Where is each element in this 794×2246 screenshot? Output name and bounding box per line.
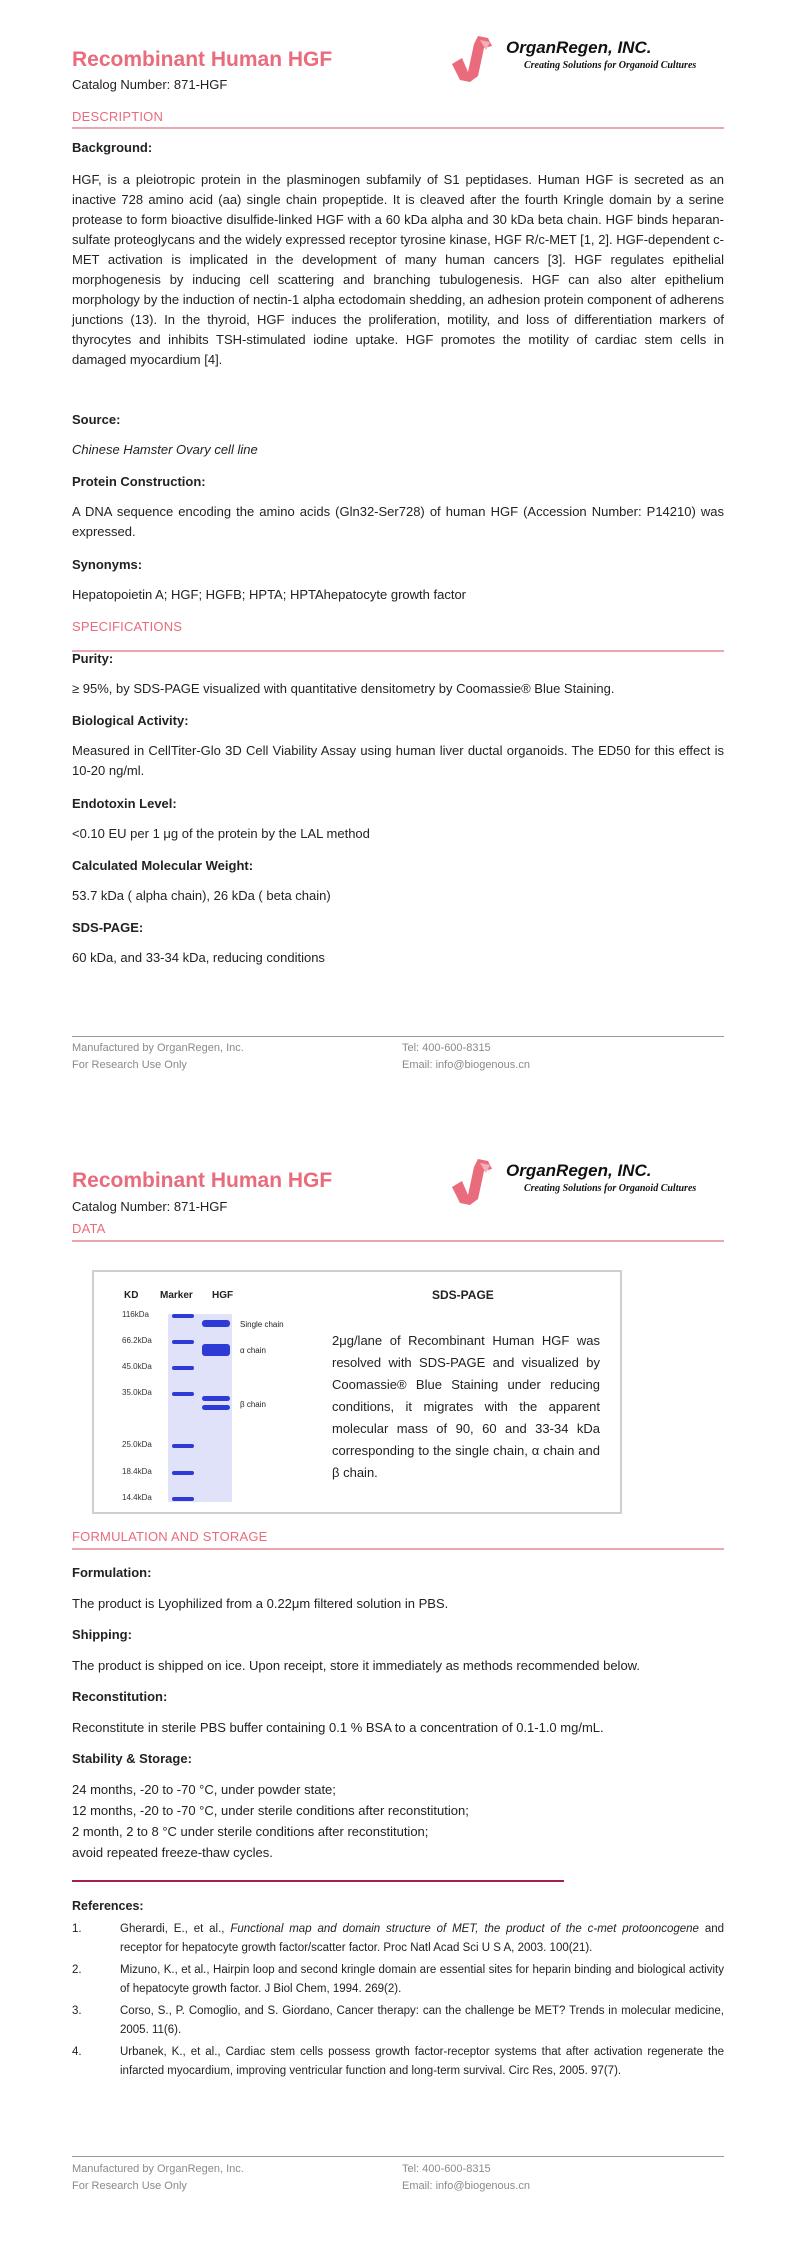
description-heading: DESCRIPTION — [72, 109, 164, 124]
band-label-beta-chain: β chain — [240, 1400, 266, 1409]
footer-manufacturer-page-2: Manufactured by OrganRegen, Inc. — [72, 2163, 244, 2175]
company-logo-page-2 — [448, 1155, 738, 1209]
hgf-band-beta-chain-2 — [202, 1405, 230, 1410]
product-title-page-2: Recombinant Human HGF — [72, 1169, 333, 1192]
marker-band-14 — [172, 1497, 194, 1501]
logo-company-name: OrganRegen, INC. — [506, 38, 652, 57]
logo-mark-icon — [448, 34, 504, 86]
figure-title: SDS-PAGE — [432, 1288, 494, 1302]
source-label: Source: — [72, 412, 121, 427]
kd-label-45: 45.0kDa — [122, 1362, 152, 1371]
logo-mark-icon — [448, 1157, 504, 1209]
purity-label: Purity: — [72, 651, 114, 666]
marker-band-45 — [172, 1366, 194, 1370]
footer-research-use-page-2: For Research Use Only — [72, 2180, 187, 2192]
footer-email-page-2[interactable]: Email: info@biogenous.cn — [402, 2180, 530, 2192]
description-rule — [72, 127, 724, 129]
data-rule — [72, 1240, 724, 1242]
gel-image — [168, 1314, 232, 1502]
formulation-text: The product is Lyophilized from a 0.22μm filtered solution in PBS. — [72, 1596, 449, 1611]
activity-text: Measured in CellTiter-Glo 3D Cell Viability Assay using human liver ductal organoids. The ED50 for this effect is 10-20 ng/ml. — [72, 743, 724, 778]
formulation-label: Formulation: — [72, 1565, 152, 1580]
logo-tagline: Creating Solutions for Organoid Cultures — [524, 60, 697, 71]
molecular-weight-label: Calculated Molecular Weight: — [72, 858, 254, 873]
references-rule — [72, 1880, 564, 1882]
footer-manufacturer: Manufactured by OrganRegen, Inc. — [72, 1042, 244, 1054]
endotoxin-label: Endotoxin Level: — [72, 796, 177, 811]
endotoxin-text: <0.10 EU per 1 μg of the protein by the LAL method — [72, 826, 370, 841]
construction-label: Protein Construction: — [72, 474, 206, 489]
kd-label-25: 25.0kDa — [122, 1440, 152, 1449]
formulation-heading: FORMULATION AND STORAGE — [72, 1529, 268, 1544]
marker-band-25 — [172, 1444, 194, 1448]
specifications-rule — [72, 650, 724, 652]
footer-email[interactable]: Email: info@biogenous.cn — [402, 1059, 530, 1071]
kd-label-35: 35.0kDa — [122, 1388, 152, 1397]
sds-page-figure — [92, 1270, 622, 1514]
specifications-heading: SPECIFICATIONS — [72, 619, 183, 634]
reference-number: 3. — [72, 2005, 82, 2017]
kd-label-14: 14.4kDa — [122, 1493, 152, 1502]
footer-rule — [72, 1036, 724, 1037]
reference-text: Corso, S., P. Comoglio, and S. Giordano, Cancer therapy: can the challenge be MET? Trends in molecular medicine, 2005. 11(6). — [120, 2005, 724, 2036]
formulation-rule — [72, 1548, 724, 1550]
gel-column-kd: KD — [124, 1290, 139, 1301]
reconstitution-label: Reconstitution: — [72, 1689, 168, 1704]
stability-line-2: 12 months, -20 to -70 °C, under sterile conditions after reconstitution; — [72, 1803, 469, 1818]
page-2 — [0, 1123, 794, 2246]
hgf-band-alpha-chain — [202, 1344, 230, 1356]
activity-label: Biological Activity: — [72, 713, 189, 728]
synonyms-label: Synonyms: — [72, 557, 143, 572]
reconstitution-text: Reconstitute in sterile PBS buffer containing 0.1 % BSA to a concentration of 0.1-1.0 mg/mL. — [72, 1720, 604, 1735]
reference-text: Gherardi, E., et al., Functional map and domain structure of MET, the product of the c-met protooncogene and receptor for hepatocyte growth factor/scatter factor. Proc Natl Acad Sci U S A, 2003. 100(21). — [120, 1923, 725, 1954]
shipping-text: The product is shipped on ice. Upon receipt, store it immediately as methods recommended below. — [72, 1658, 640, 1673]
reference-number: 4. — [72, 2046, 82, 2058]
gel-column-marker: Marker — [160, 1290, 193, 1301]
reference-number: 2. — [72, 1964, 82, 1976]
figure-caption: 2μg/lane of Recombinant Human HGF was resolved with SDS-PAGE and visualized by Coomassie® Blue Staining under reducing conditions, it migrates with the apparent molecular mass of 90, 60 and 33-34 kDa corresponding to the single chain, α chain and β chain. — [332, 1333, 600, 1480]
shipping-label: Shipping: — [72, 1627, 132, 1642]
background-label: Background: — [72, 140, 153, 155]
band-label-alpha-chain: α chain — [240, 1346, 266, 1355]
product-title: Recombinant Human HGF — [72, 48, 333, 71]
stability-line-4: avoid repeated freeze-thaw cycles. — [72, 1845, 273, 1860]
footer-tel: Tel: 400-600-8315 — [402, 1042, 491, 1054]
construction-text: A DNA sequence encoding the amino acids (Gln32-Ser728) of human HGF (Accession Number: P14210) was expressed. — [72, 504, 724, 539]
catalog-number-page-2: Catalog Number: 871-HGF — [72, 1199, 228, 1214]
footer-tel-page-2: Tel: 400-600-8315 — [402, 2163, 491, 2175]
kd-label-66: 66.2kDa — [122, 1336, 152, 1345]
kd-label-116: 116kDa — [122, 1310, 149, 1319]
band-label-single-chain: Single chain — [240, 1320, 284, 1329]
reference-number: 1. — [72, 1923, 82, 1935]
gel-column-hgf: HGF — [212, 1290, 234, 1301]
marker-band-116 — [172, 1314, 194, 1318]
logo-tagline: Creating Solutions for Organoid Cultures — [524, 1183, 697, 1194]
reference-text: Urbanek, K., et al., Cardiac stem cells possess growth factor-receptor systems that after activation regenerate the infarcted myocardium, improving ventricular function and long-term survival. Circ Res, 2005. 97(7). — [120, 2046, 724, 2077]
sds-page-text: 60 kDa, and 33-34 kDa, reducing conditions — [72, 950, 325, 965]
data-heading: DATA — [72, 1221, 106, 1236]
stability-line-1: 24 months, -20 to -70 °C, under powder state; — [72, 1782, 336, 1797]
footer-research-use: For Research Use Only — [72, 1059, 187, 1071]
reference-text: Mizuno, K., et al., Hairpin loop and second kringle domain are essential sites for heparin binding and biological activity of hepatocyte growth factor. J Biol Chem, 1994. 269(2). — [120, 1964, 724, 1995]
hgf-band-beta-chain-1 — [202, 1396, 230, 1401]
background-text: HGF, is a pleiotropic protein in the plasminogen subfamily of S1 peptidases. Human HGF is secreted as an inactive 728 amino acid (aa) single chain propeptide. It is cleaved after the fourth Kringle domain by a serine protease to form bioactive disulfide-linked HGF with a 60 kDa alpha and 30 kDa beta chain. HGF binds heparan-sulfate proteoglycans and the widely expressed receptor tyrosine kinase, HGF R/c-MET [1, 2]. HGF-dependent c-MET activation is implicated in the development of many human cancers [3]. HGF regulates epithelial morphogenesis by inducing cell scattering and branching tubulogenesis. HGF can also alter epithelium morphology by the induction of nectin-1 alpha ectodomain shedding, an adhesion protein component of adherens junctions (13). In the thyroid, HGF induces the proliferation, motility, and loss of differentiation markers of thyrocytes and inhibits TSH-stimulated iodine uptake. HGF promotes the motility of cardiac stem cells in damaged myocardium [4]. — [72, 172, 724, 367]
kd-label-18: 18.4kDa — [122, 1467, 152, 1476]
marker-band-35 — [172, 1392, 194, 1396]
logo-company-name: OrganRegen, INC. — [506, 1161, 652, 1180]
sds-page-label: SDS-PAGE: — [72, 920, 144, 935]
stability-label: Stability & Storage: — [72, 1751, 192, 1766]
catalog-number: Catalog Number: 871-HGF — [72, 77, 228, 92]
source-text: Chinese Hamster Ovary cell line — [72, 442, 258, 457]
marker-band-18 — [172, 1471, 194, 1475]
references-label: References: — [72, 1899, 144, 1913]
marker-band-66 — [172, 1340, 194, 1344]
footer-rule-page-2 — [72, 2156, 724, 2157]
stability-line-3: 2 month, 2 to 8 °C under sterile conditions after reconstitution; — [72, 1824, 429, 1839]
molecular-weight-text: 53.7 kDa ( alpha chain), 26 kDa ( beta chain) — [72, 888, 331, 903]
synonyms-text: Hepatopoietin A; HGF; HGFB; HPTA; HPTAhepatocyte growth factor — [72, 587, 467, 602]
hgf-band-single-chain — [202, 1320, 230, 1327]
purity-text: ≥ 95%, by SDS-PAGE visualized with quantitative densitometry by Coomassie® Blue Staining. — [72, 681, 615, 696]
company-logo — [448, 32, 738, 86]
